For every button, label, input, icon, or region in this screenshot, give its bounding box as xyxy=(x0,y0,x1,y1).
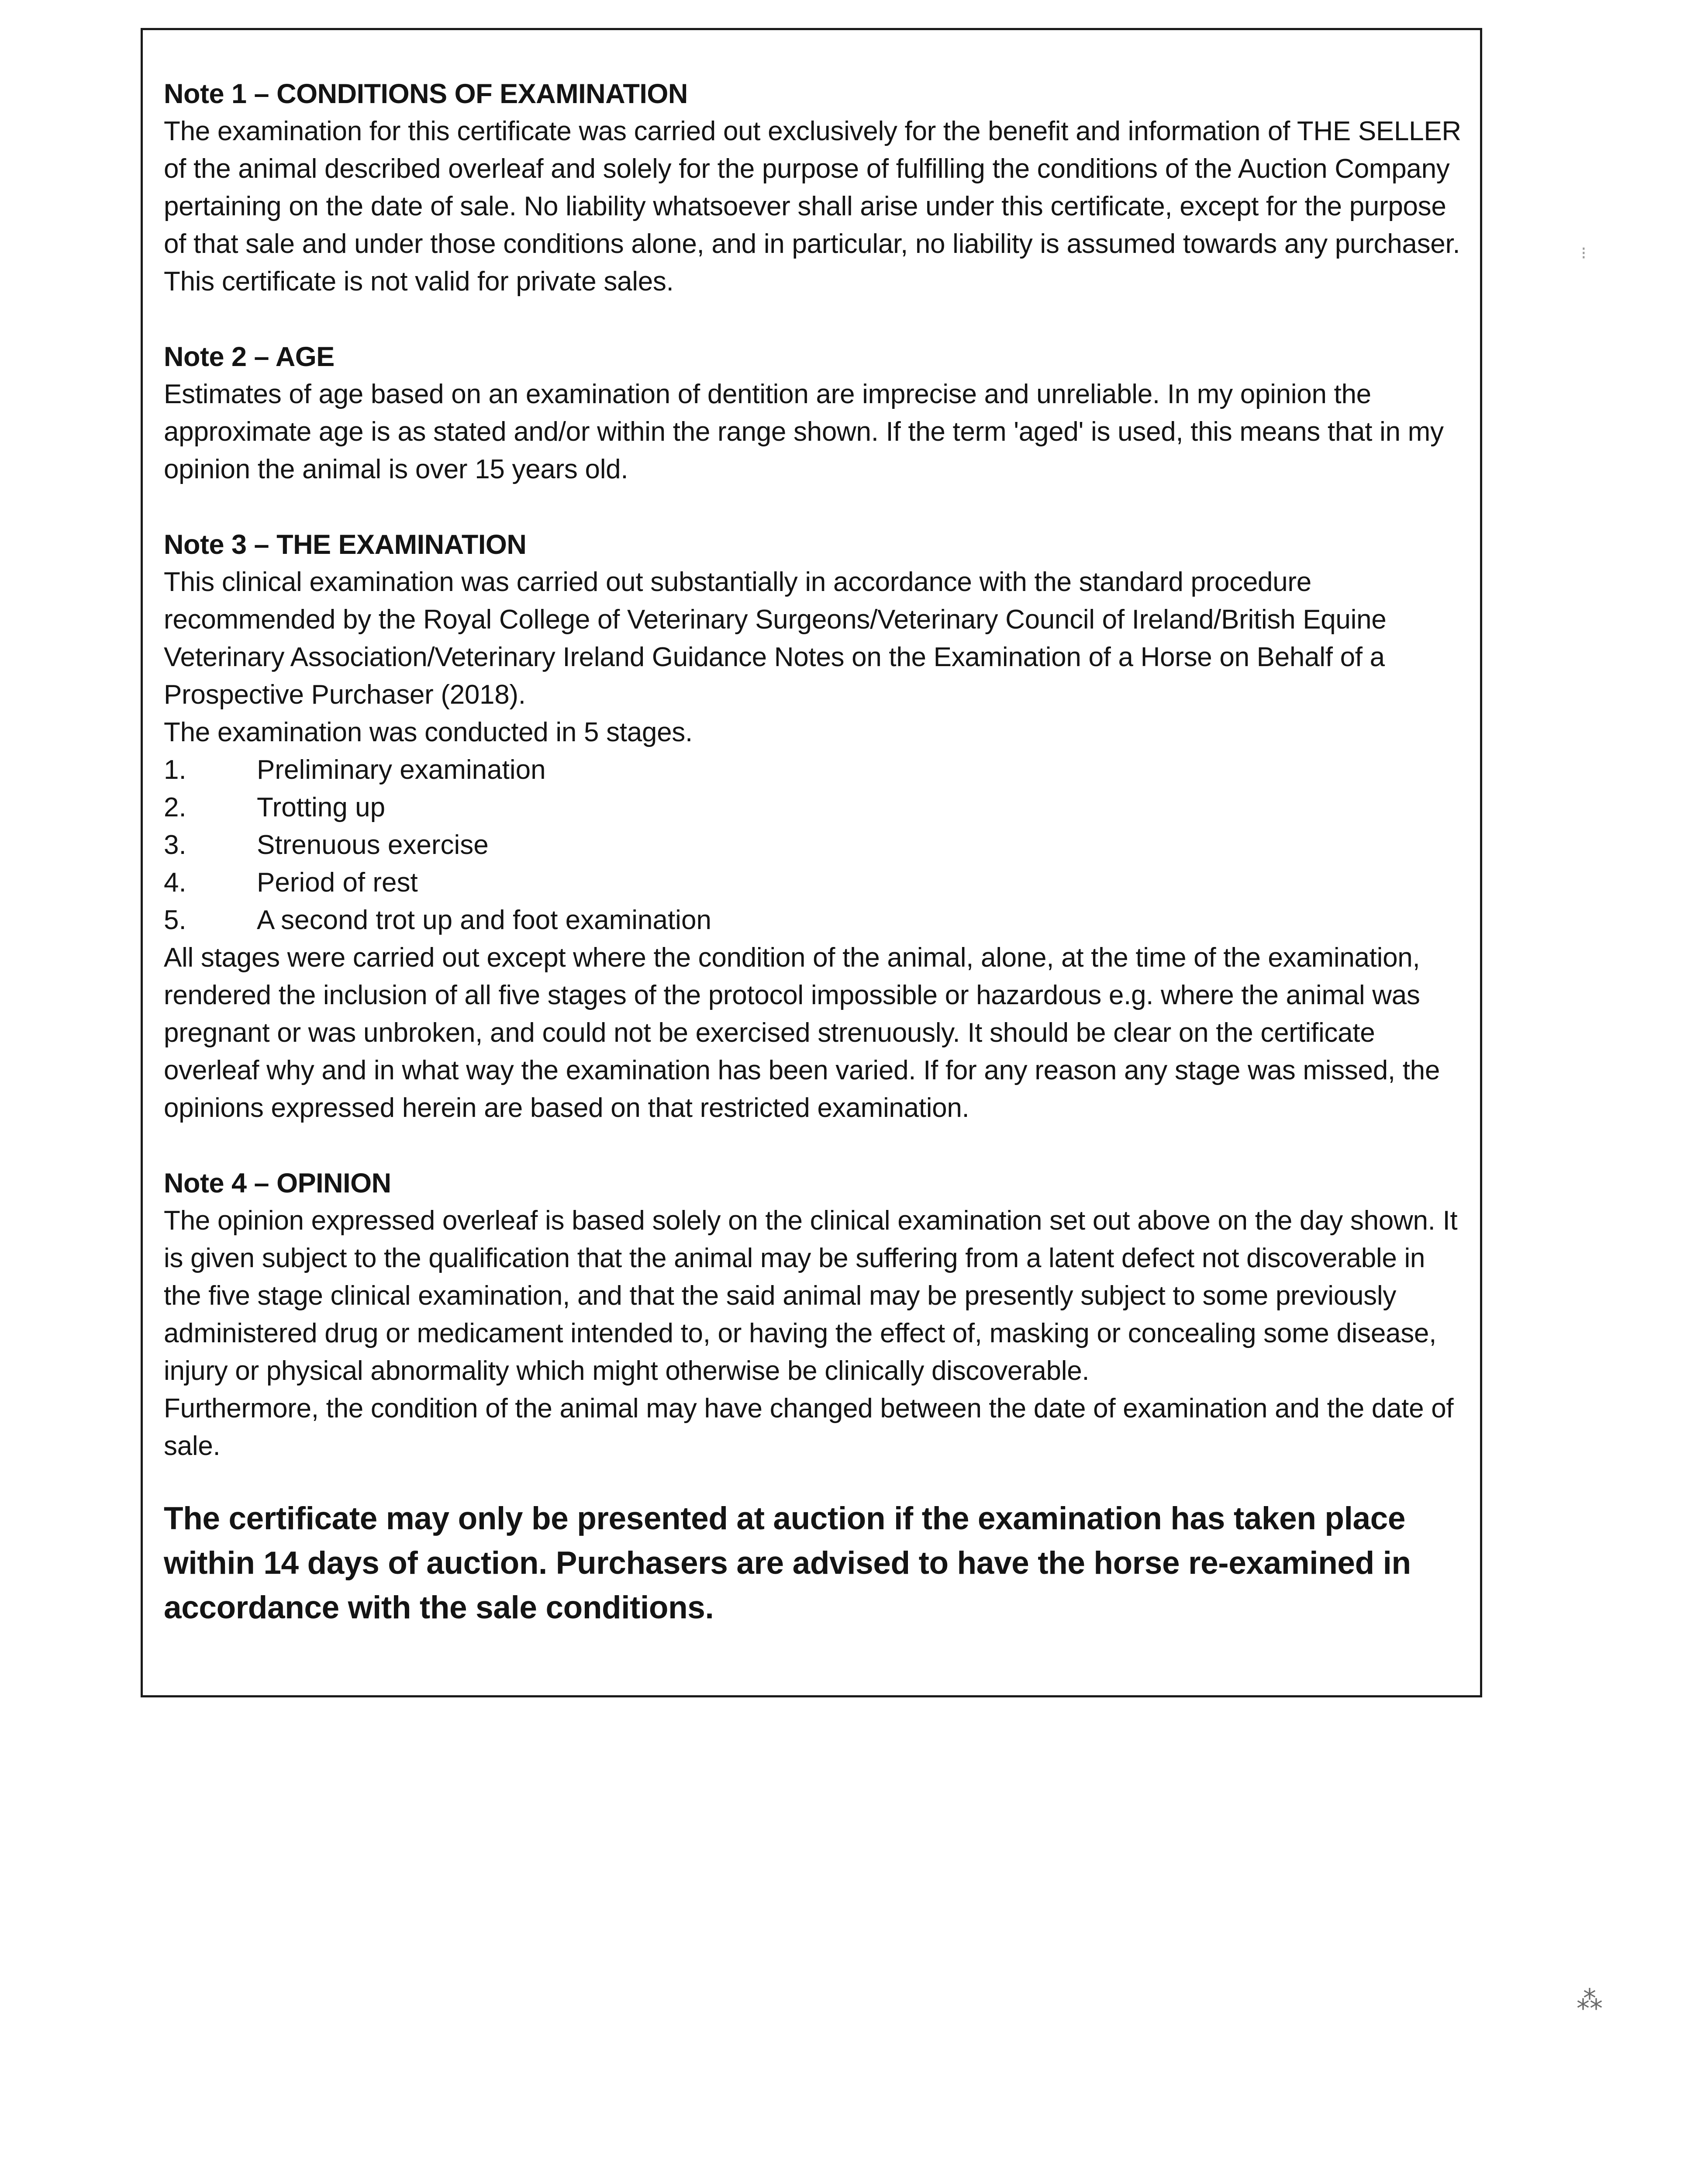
stages-intro: The examination was conducted in 5 stages. xyxy=(164,717,693,747)
stage-label: Preliminary examination xyxy=(257,755,546,785)
stage-label: A second trot up and foot examination xyxy=(257,905,711,935)
note-2-body: Estimates of age based on an examination of dentition are imprecise and unreliable. In my opinion the approximate age is as stated and/or within the range shown. If the term 'aged' is used, this means that in my opinion the animal is over 15 years old. xyxy=(164,379,1444,484)
list-item xyxy=(164,789,1465,826)
stage-number: 2. xyxy=(164,792,186,822)
scan-speckle: ⁝ xyxy=(1581,243,1587,263)
note-1-body: The examination for this certificate was carried out exclusively for the benefit and information of THE SELLER of the animal described overleaf and solely for the purpose of fulfilling the conditions of the Auction Company pertaining on the date of sale. No liability whatsoever shall arise under this certificate, except for the purpose of that sale and under those conditions alone, and in particular, no liability is assumed towards any purchaser. This certificate is not valid for private sales. xyxy=(164,116,1461,297)
stage-number: 3. xyxy=(164,830,186,860)
note-1-heading: Note 1 – CONDITIONS OF EXAMINATION xyxy=(164,79,688,109)
note-2-age xyxy=(164,338,1465,488)
note-4-heading: Note 4 – OPINION xyxy=(164,1168,391,1199)
note-2-heading: Note 2 – AGE xyxy=(164,342,335,372)
stage-number: 4. xyxy=(164,867,186,898)
note-4-body: The opinion expressed overleaf is based solely on the clinical examination set out above on the day shown. It is given subject to the qualification that the animal may be suffering from a latent defect not discoverable in the five stage clinical examination, and that the said animal may be presently subject to some previously administered drug or medicament intended to, or having the effect of, masking or concealing some disease, injury or physical abnormality which might otherwise be clinically discoverable. xyxy=(164,1206,1458,1386)
stage-label: Period of rest xyxy=(257,867,418,898)
stage-label: Strenuous exercise xyxy=(257,830,489,860)
note-4-opinion xyxy=(164,1165,1465,1465)
note-3-examination xyxy=(164,526,1465,1127)
note-3-body: This clinical examination was carried out substantially in accordance with the standard procedure recommended by the Royal College of Veterinary Surgeons/Veterinary Council of Ireland/British Equine Veterinary Association/Veterinary Ireland Guidance Notes on the Examination of a Horse on Behalf of a Prospective Purchaser (2018). xyxy=(164,567,1387,710)
note-4-furthermore: Furthermore, the condition of the animal may have changed between the date of examination and the date of sale. xyxy=(164,1393,1454,1461)
scan-speckle: ⁂ xyxy=(1577,1985,1603,2016)
note-1-conditions xyxy=(164,75,1465,301)
list-item xyxy=(164,751,1465,789)
list-item xyxy=(164,864,1465,902)
stage-number: 1. xyxy=(164,755,186,785)
notes-content xyxy=(164,75,1465,1630)
note-3-heading: Note 3 – THE EXAMINATION xyxy=(164,529,527,560)
closing-statement: The certificate may only be presented at auction if the examination has taken place within 14 days of auction. Purchasers are advised to have the horse re-examined in accordance with the sale conditions. xyxy=(164,1501,1411,1625)
stage-number: 5. xyxy=(164,905,186,935)
stage-label: Trotting up xyxy=(257,792,386,822)
list-item xyxy=(164,902,1465,939)
list-item xyxy=(164,826,1465,864)
stages-list xyxy=(164,751,1465,939)
note-3-after-stages: All stages were carried out except where the condition of the animal, alone, at the time of the examination, rendered the inclusion of all five stages of the protocol impossible or hazardous e.g. where the animal was pregnant or was unbroken, and could not be exercised strenuously. It should be clear on the certificate overleaf why and in what way the examination has been varied. If for any reason any stage was missed, the opinions expressed herein are based on that restricted examination. xyxy=(164,943,1440,1123)
